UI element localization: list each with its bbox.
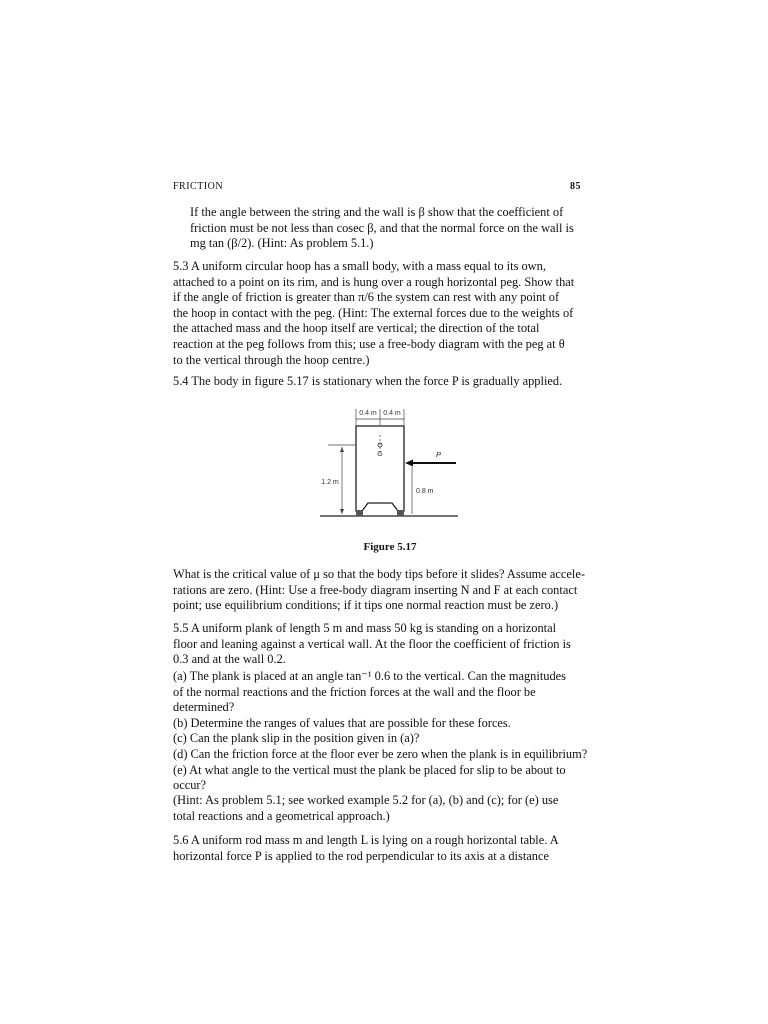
text-line: 5.4 The body in figure 5.17 is stationary when the force P is gradually applied.: [173, 374, 563, 388]
text-line: What is the critical value of μ so that the body tips before it slides? Assume accele-: [173, 567, 585, 581]
text-line: floor and leaning against a vertical wall. At the floor the coefficient of friction is: [173, 636, 571, 651]
text-line: 0.3 and at the wall 0.2.: [173, 652, 286, 667]
dim-label-left: 0.4 m: [359, 410, 377, 417]
text-line: if the angle of friction is greater than π/6 the system can rest with any point of: [173, 290, 560, 305]
text-line: If the angle between the string and the wall is β show that the coefficient of: [190, 205, 564, 219]
text-line: determined?: [173, 700, 235, 715]
text-line: 5.6 A uniform rod mass m and length L is lying on a rough horizontal table. A: [173, 833, 559, 847]
figure-caption: Figure 5.17: [363, 541, 417, 553]
figure-5-17: [318, 405, 463, 525]
label-height: 1.2 m: [321, 479, 339, 486]
paragraph-problem-5-6: [173, 833, 605, 864]
text-line: to the vertical through the hoop centre.): [173, 352, 370, 367]
label-g: G: [377, 451, 383, 458]
dim-label-right: 0.4 m: [383, 410, 401, 417]
text-line: rations are zero. (Hint: Use a free-body diagram inserting N and F at each contact: [173, 582, 578, 597]
right-foot: [397, 510, 404, 516]
paragraph-problem-5-2-continuation: [173, 205, 605, 252]
chapter-title: FRICTION: [173, 181, 224, 192]
text-line: total reactions and a geometrical approach.): [173, 808, 390, 823]
page-number: 85: [570, 181, 581, 192]
running-head: [173, 181, 581, 192]
body-outline: [356, 426, 404, 511]
paragraph-problem-5-4-question: [173, 567, 605, 614]
text-line: point; use equilibrium conditions; if it tips one normal reaction must be zero.): [173, 598, 559, 613]
paragraph-problem-5-5-hint: [173, 793, 605, 824]
paragraph-problem-5-3: [173, 259, 605, 368]
text-line: (b) Determine the ranges of values that are possible for these forces.: [173, 715, 511, 730]
text-line: the hoop in contact with the peg. (Hint: The external forces due to the weights of: [173, 305, 574, 320]
text-line: (Hint: As problem 5.1; see worked example 5.2 for (a), (b) and (c); for (e) use: [173, 793, 559, 807]
text-line: (e) At what angle to the vertical must the plank be placed for slip to be about to: [173, 762, 566, 777]
text-line: horizontal force P is applied to the rod perpendicular to its axis at a distance: [173, 848, 549, 863]
text-line: 5.5 A uniform plank of length 5 m and mass 50 kg is standing on a horizontal: [173, 621, 557, 635]
text-line: the attached mass and the hoop itself are vertical; the direction of the total: [173, 321, 540, 336]
paragraph-problem-5-5-parts: [173, 669, 605, 794]
paragraph-problem-5-5: [173, 621, 605, 668]
label-p-height: 0.8 m: [416, 488, 434, 495]
text-line: (d) Can the friction force at the floor ever be zero when the plank is in equilibrium?: [173, 746, 588, 761]
text-line: mg tan (β/2). (Hint: As problem 5.1.): [190, 236, 374, 251]
force-p-arrowhead: [405, 460, 413, 467]
height-arrow-bottom: [340, 509, 344, 514]
text-line: attached to a point on its rim, and is hung over a rough horizontal peg. Show that: [173, 274, 575, 289]
text-line: friction must be not less than cosec β, and that the normal force on the wall is: [190, 220, 574, 235]
text-line: (c) Can the plank slip in the position given in (a)?: [173, 731, 420, 746]
figure-5-17-diagram: [318, 405, 463, 525]
label-p: P: [436, 450, 442, 459]
text-line: (a) The plank is placed at an angle tan⁻¹ 0.6 to the vertical. Can the magnitudes: [173, 669, 566, 683]
text-line: of the normal reactions and the friction forces at the wall and the floor be: [173, 684, 536, 699]
text-line: reaction at the peg follows from this; use a free-body diagram with the peg at θ: [173, 336, 565, 351]
text-line: occur?: [173, 778, 207, 793]
text-line: 5.3 A uniform circular hoop has a small body, with a mass equal to its own,: [173, 259, 546, 273]
paragraph-problem-5-4: [173, 374, 605, 390]
left-foot: [356, 510, 363, 516]
height-arrow-top: [340, 447, 344, 452]
